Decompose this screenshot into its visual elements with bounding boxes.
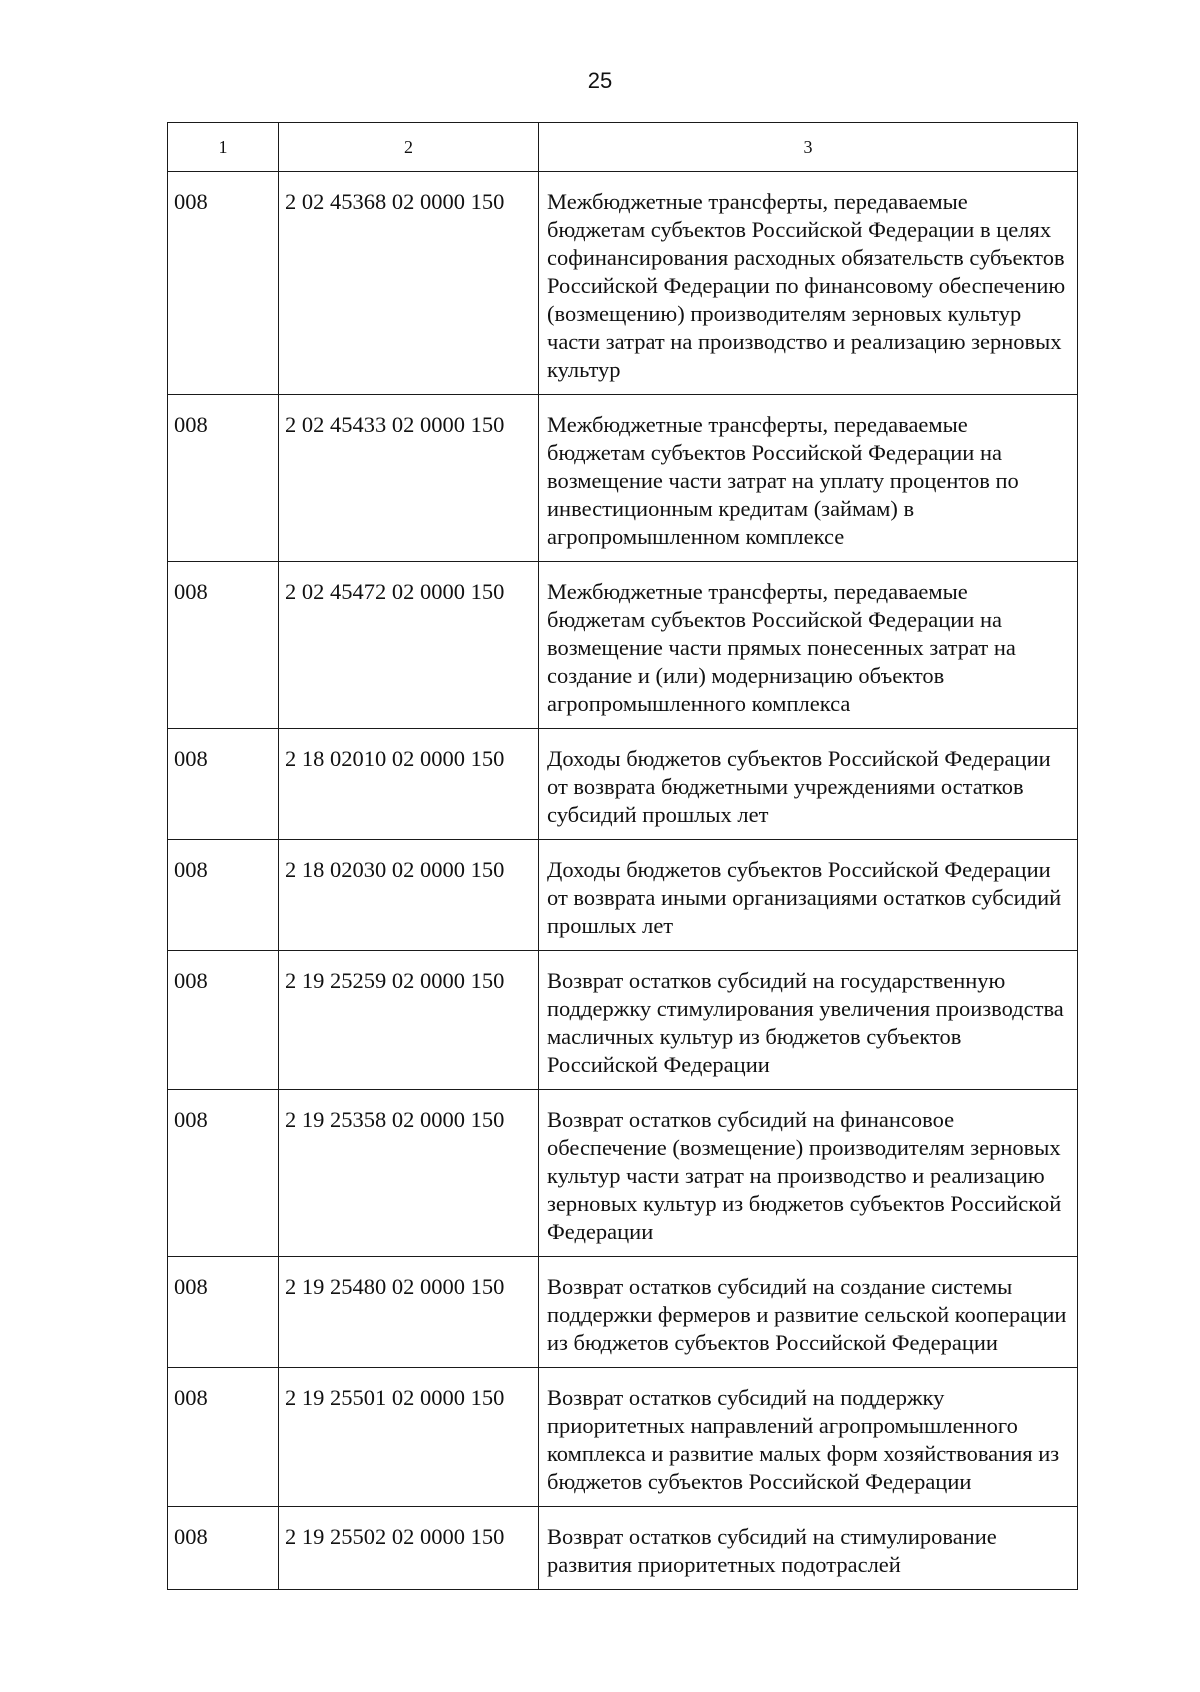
admin-code-cell: 008	[168, 1507, 279, 1590]
description-cell: Межбюджетные трансферты, передаваемые бюджетам субъектов Российской Федерации на возмещение части затрат на уплату процентов по инвестиционным кредитам (займам) в агропромышленном комплексе	[539, 395, 1078, 562]
admin-code-cell: 008	[168, 1257, 279, 1368]
table-row	[168, 1507, 1078, 1590]
description-cell: Межбюджетные трансферты, передаваемые бюджетам субъектов Российской Федерации на возмещение части прямых понесенных затрат на создание и (или) модернизацию объектов агропромышленного комплекса	[539, 562, 1078, 729]
budget-code-cell: 2 02 45433 02 0000 150	[279, 395, 539, 562]
budget-code-cell: 2 19 25358 02 0000 150	[279, 1090, 539, 1257]
table-row	[168, 1368, 1078, 1507]
table-row	[168, 1257, 1078, 1368]
table-row	[168, 840, 1078, 951]
budget-code-cell: 2 19 25502 02 0000 150	[279, 1507, 539, 1590]
budget-code-cell: 2 18 02010 02 0000 150	[279, 729, 539, 840]
budget-code-cell: 2 19 25259 02 0000 150	[279, 951, 539, 1090]
page-number: 25	[587, 68, 613, 93]
column-header-2: 2	[279, 123, 539, 172]
table-row	[168, 172, 1078, 395]
table-row	[168, 951, 1078, 1090]
table-row	[168, 1090, 1078, 1257]
admin-code-cell: 008	[168, 951, 279, 1090]
table-header-row	[168, 123, 1078, 172]
budget-code-cell: 2 02 45368 02 0000 150	[279, 172, 539, 395]
budget-code-cell: 2 02 45472 02 0000 150	[279, 562, 539, 729]
table-row	[168, 729, 1078, 840]
description-cell: Межбюджетные трансферты, передаваемые бюджетам субъектов Российской Федерации в целях софинансирования расходных обязательств субъектов Российской Федерации по финансовому обеспечению (возмещению) производителям зерновых культур части затрат на производство и реализацию зерновых культур	[539, 172, 1078, 395]
description-cell: Возврат остатков субсидий на финансовое обеспечение (возмещение) производителям зерновых культур части затрат на производство и реализацию зерновых культур из бюджетов субъектов Российской Федерации	[539, 1090, 1078, 1257]
description-cell: Возврат остатков субсидий на поддержку приоритетных направлений агропромышленного комплекса и развитие малых форм хозяйствования из бюджетов субъектов Российской Федерации	[539, 1368, 1078, 1507]
description-cell: Доходы бюджетов субъектов Российской Федерации от возврата иными организациями остатков субсидий прошлых лет	[539, 840, 1078, 951]
budget-code-cell: 2 18 02030 02 0000 150	[279, 840, 539, 951]
admin-code-cell: 008	[168, 729, 279, 840]
description-cell: Возврат остатков субсидий на государственную поддержку стимулирования увеличения производства масличных культур из бюджетов субъектов Российской Федерации	[539, 951, 1078, 1090]
description-cell: Возврат остатков субсидий на стимулирование развития приоритетных подотраслей	[539, 1507, 1078, 1590]
admin-code-cell: 008	[168, 840, 279, 951]
admin-code-cell: 008	[168, 562, 279, 729]
admin-code-cell: 008	[168, 1368, 279, 1507]
admin-code-cell: 008	[168, 395, 279, 562]
table-row	[168, 562, 1078, 729]
description-cell: Возврат остатков субсидий на создание системы поддержки фермеров и развитие сельской кооперации из бюджетов субъектов Российской Федерации	[539, 1257, 1078, 1368]
budget-code-cell: 2 19 25501 02 0000 150	[279, 1368, 539, 1507]
admin-code-cell: 008	[168, 172, 279, 395]
table-row	[168, 395, 1078, 562]
budget-code-cell: 2 19 25480 02 0000 150	[279, 1257, 539, 1368]
column-header-3: 3	[539, 123, 1078, 172]
column-header-1: 1	[168, 123, 279, 172]
admin-code-cell: 008	[168, 1090, 279, 1257]
description-cell: Доходы бюджетов субъектов Российской Федерации от возврата бюджетными учреждениями остатков субсидий прошлых лет	[539, 729, 1078, 840]
revenue-code-table	[167, 122, 1078, 1590]
